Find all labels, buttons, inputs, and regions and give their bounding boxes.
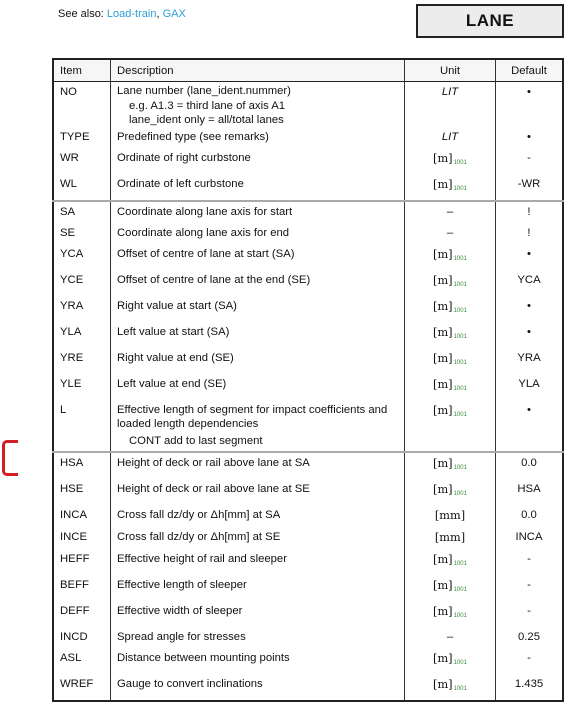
unit-text: [m] — [433, 352, 453, 365]
cell-description — [111, 148, 405, 174]
cell-default: • — [496, 244, 564, 270]
cell-default: ! — [496, 201, 564, 223]
cell-item: WR — [60, 152, 79, 164]
table-header-row — [53, 59, 563, 82]
description-text: Effective height of rail and sleeper — [117, 553, 287, 565]
cell-item: ASL — [60, 652, 82, 664]
unit-subscript: 1001 — [453, 256, 467, 262]
unit-subscript: 1001 — [453, 334, 467, 340]
cell-default: YLA — [496, 374, 564, 400]
cell-item: YRA — [60, 300, 84, 312]
table-row — [53, 627, 563, 648]
cell-item: SE — [60, 227, 76, 239]
description-text: Left value at start (SA) — [117, 326, 230, 338]
link-gax[interactable]: GAX — [162, 8, 186, 20]
cell-default: - — [496, 148, 564, 174]
unit-text: [m] — [433, 248, 453, 261]
unit-text: [m] — [433, 178, 453, 191]
unit-subscript: 1001 — [453, 491, 467, 497]
unit-subscript: 1001 — [453, 308, 467, 314]
cell-description — [111, 201, 405, 223]
cell-description — [111, 322, 405, 348]
description-text: Right value at end (SE) — [117, 352, 234, 364]
cell-default: - — [496, 549, 564, 575]
cell-description — [111, 127, 405, 148]
unit-subscript: 1001 — [453, 613, 467, 619]
unit-subscript: 1001 — [453, 186, 467, 192]
cell-description — [111, 374, 405, 400]
cell-default: ! — [496, 223, 564, 244]
cell-description — [111, 244, 405, 270]
description-text: Coordinate along lane axis for end — [117, 227, 290, 239]
cell-default: • — [496, 82, 564, 128]
unit-text: – — [446, 227, 454, 239]
unit-subscript: 1001 — [453, 660, 467, 666]
cell-default: • — [496, 127, 564, 148]
see-also-label: See also: — [58, 8, 107, 20]
unit-subscript: 1001 — [453, 160, 467, 166]
unit-text: [m] — [433, 378, 453, 391]
unit-text: [m] — [433, 457, 453, 470]
cell-item: BEFF — [60, 579, 89, 591]
unit-text: [mm] — [434, 531, 466, 544]
cell-item: TYPE — [60, 131, 90, 143]
table-row — [53, 201, 563, 223]
description-subtext: e.g. A1.3 = third lane of axis A1 — [129, 100, 286, 112]
cell-default: 0.0 — [496, 452, 564, 479]
table-row — [53, 674, 563, 701]
table-row — [53, 549, 563, 575]
cell-description — [111, 400, 405, 452]
column-header-default: Default — [496, 59, 564, 82]
table-row — [53, 148, 563, 174]
table-row — [53, 575, 563, 601]
cell-description — [111, 627, 405, 648]
unit-text: [m] — [433, 483, 453, 496]
table-row — [53, 400, 563, 452]
cell-item: NO — [60, 86, 77, 98]
description-text: Lane number (lane_ident.nummer) — [117, 85, 291, 97]
description-text: Effective length of sleeper — [117, 579, 247, 591]
description-text: Effective length of segment for impact coefficients and loaded length dependencies — [117, 404, 388, 430]
unit-subscript: 1001 — [453, 360, 467, 366]
table-row — [53, 127, 563, 148]
cell-unit — [405, 627, 496, 648]
cell-default: - — [496, 601, 564, 627]
description-text: Right value at start (SA) — [117, 300, 237, 312]
table-row — [53, 648, 563, 674]
unit-subscript: 1001 — [453, 412, 467, 418]
unit-text: [m] — [433, 579, 453, 592]
cell-default: YRA — [496, 348, 564, 374]
table-row — [53, 479, 563, 505]
cell-description — [111, 575, 405, 601]
table-row — [53, 174, 563, 201]
table-row — [53, 505, 563, 527]
cell-description — [111, 648, 405, 674]
table-row — [53, 82, 563, 128]
column-header-description: Description — [111, 59, 405, 82]
cell-item: HSE — [60, 483, 84, 495]
description-text: Offset of centre of lane at start (SA) — [117, 248, 295, 260]
cell-default: HSA — [496, 479, 564, 505]
description-text: Height of deck or rail above lane at SE — [117, 483, 310, 495]
link-separator: , — [156, 8, 163, 20]
cell-default: 1.435 — [496, 674, 564, 701]
table-row — [53, 296, 563, 322]
table-row — [53, 601, 563, 627]
unit-text: LIT — [441, 86, 459, 98]
cell-default: -WR — [496, 174, 564, 201]
see-also — [58, 8, 186, 20]
cell-description — [111, 479, 405, 505]
cell-default: 0.25 — [496, 627, 564, 648]
cell-unit — [405, 601, 496, 627]
description-text: Predefined type (see remarks) — [117, 131, 269, 143]
cell-item: WREF — [60, 678, 94, 690]
description-text: Gauge to convert inclinations — [117, 678, 263, 690]
unit-text: [m] — [433, 300, 453, 313]
table-row — [53, 527, 563, 549]
cell-unit — [405, 374, 496, 400]
column-header-item: Item — [53, 59, 111, 82]
cell-description — [111, 601, 405, 627]
cell-description — [111, 270, 405, 296]
cell-unit — [405, 270, 496, 296]
unit-subscript: 1001 — [453, 386, 467, 392]
cell-unit — [405, 223, 496, 244]
description-text: Left value at end (SE) — [117, 378, 227, 390]
unit-text: – — [446, 631, 454, 643]
cell-description — [111, 674, 405, 701]
cell-item: YLE — [60, 378, 82, 390]
cell-item: HSA — [53, 452, 111, 479]
unit-text: [m] — [433, 152, 453, 165]
cell-unit — [405, 322, 496, 348]
unit-subscript: 1001 — [453, 465, 467, 471]
cell-unit — [405, 296, 496, 322]
cell-description — [111, 452, 405, 479]
cell-default: - — [496, 575, 564, 601]
cell-unit — [405, 674, 496, 701]
unit-text: – — [446, 206, 454, 218]
unit-subscript: 1001 — [453, 561, 467, 567]
red-bracket-annotation — [2, 440, 18, 476]
cell-default: • — [496, 322, 564, 348]
cell-unit — [405, 244, 496, 270]
description-text: Height of deck or rail above lane at SA — [117, 457, 310, 469]
unit-text: [m] — [433, 652, 453, 665]
unit-text: LIT — [441, 131, 459, 143]
cell-item: WL — [60, 178, 77, 190]
link-load-train[interactable]: Load-train — [106, 8, 157, 20]
table-row — [53, 223, 563, 244]
unit-text: [m] — [433, 605, 453, 618]
cell-description — [111, 527, 405, 549]
description-text: Distance between mounting points — [117, 652, 290, 664]
unit-subscript: 1001 — [453, 587, 467, 593]
cell-unit — [405, 148, 496, 174]
cell-item: INCE — [60, 531, 87, 543]
cell-default: - — [496, 648, 564, 674]
cell-item: SA — [53, 201, 111, 223]
unit-text: [m] — [433, 326, 453, 339]
cell-unit — [405, 549, 496, 575]
cell-unit — [405, 479, 496, 505]
cell-description — [111, 549, 405, 575]
description-subtext: CONT add to last segment — [129, 435, 263, 447]
description-text: Spread angle for stresses — [117, 631, 246, 643]
cell-item: L — [60, 404, 67, 416]
cell-item: YLA — [60, 326, 82, 338]
cell-unit — [405, 348, 496, 374]
table-row — [53, 270, 563, 296]
cell-item: YRE — [60, 352, 84, 364]
table-row — [53, 348, 563, 374]
description-text: Offset of centre of lane at the end (SE) — [117, 274, 311, 286]
unit-subscript: 1001 — [453, 686, 467, 692]
unit-text: [m] — [433, 678, 453, 691]
cell-default: • — [496, 400, 564, 452]
cell-item: YCA — [60, 248, 84, 260]
column-header-unit: Unit — [405, 59, 496, 82]
cell-unit — [405, 648, 496, 674]
cell-default: 0.0 — [496, 505, 564, 527]
table-body — [53, 82, 563, 702]
cell-unit — [405, 82, 496, 128]
cell-description — [111, 505, 405, 527]
cell-unit — [405, 174, 496, 201]
unit-subscript: 1001 — [453, 282, 467, 288]
lane-parameter-table — [52, 58, 564, 702]
page-title: LANE — [416, 4, 564, 38]
unit-text: [m] — [433, 404, 453, 417]
unit-text: [m] — [433, 553, 453, 566]
unit-text: [mm] — [434, 509, 466, 522]
cell-description — [111, 348, 405, 374]
cell-unit — [405, 452, 496, 479]
cell-description — [111, 82, 405, 128]
table-row — [53, 374, 563, 400]
description-text: Ordinate of right curbstone — [117, 152, 251, 164]
unit-text: [m] — [433, 274, 453, 287]
cell-default: • — [496, 296, 564, 322]
description-text: Effective width of sleeper — [117, 605, 243, 617]
description-text: Cross fall dz/dy or Δh[mm] at SA — [117, 509, 281, 521]
cell-unit — [405, 575, 496, 601]
cell-item: DEFF — [60, 605, 90, 617]
cell-unit — [405, 201, 496, 223]
cell-item: INCA — [60, 509, 87, 521]
cell-item: HEFF — [60, 553, 90, 565]
table-row — [53, 452, 563, 479]
cell-item: INCD — [60, 631, 88, 643]
table-row — [53, 322, 563, 348]
cell-description — [111, 223, 405, 244]
cell-description — [111, 296, 405, 322]
cell-unit — [405, 127, 496, 148]
cell-description — [111, 174, 405, 201]
cell-item: YCE — [60, 274, 84, 286]
description-text: Coordinate along lane axis for start — [117, 206, 293, 218]
cell-unit — [405, 527, 496, 549]
cell-unit — [405, 400, 496, 452]
cell-unit — [405, 505, 496, 527]
description-subtext: lane_ident only = all/total lanes — [129, 114, 284, 126]
description-text: Ordinate of left curbstone — [117, 178, 244, 190]
table-row — [53, 244, 563, 270]
cell-default: INCA — [496, 527, 564, 549]
cell-default: YCA — [496, 270, 564, 296]
description-text: Cross fall dz/dy or Δh[mm] at SE — [117, 531, 281, 543]
